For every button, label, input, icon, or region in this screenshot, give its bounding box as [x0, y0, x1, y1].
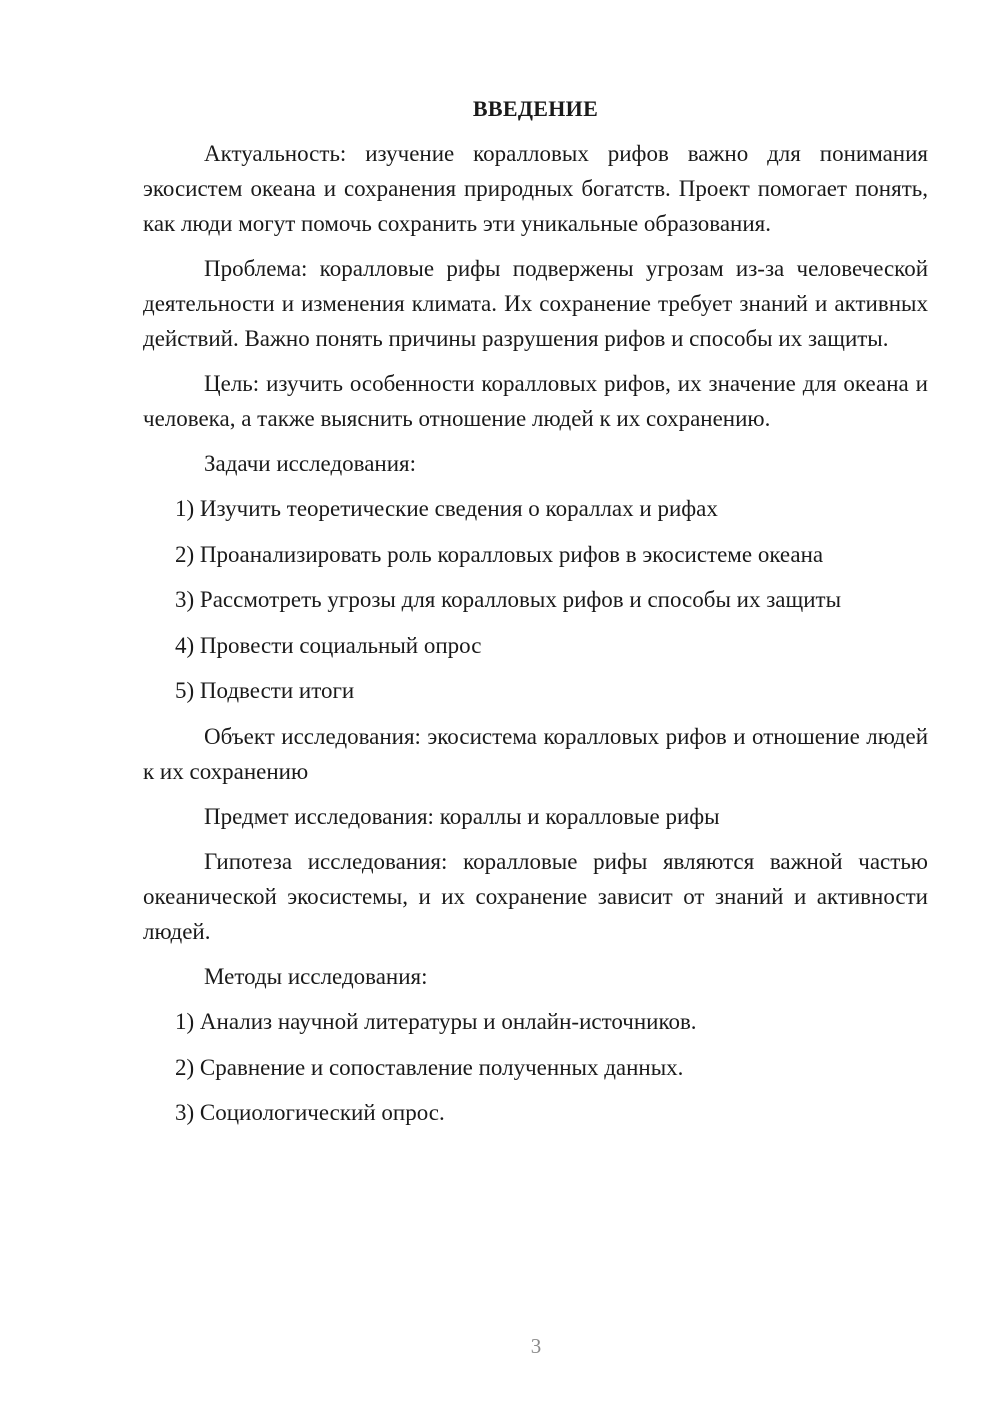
- hypothesis-paragraph: Гипотеза исследования: коралловые рифы являются важной частью океанической экосистемы, и их сохранение зависит от знаний и активности людей.: [143, 849, 928, 944]
- methods-heading: Методы исследования:: [204, 964, 428, 989]
- object-paragraph: Объект исследования: экосистема коралловых рифов и отношение людей к их сохранению: [143, 724, 928, 784]
- list-item: 5) Подвести итоги: [175, 678, 355, 703]
- list-item: 3) Социологический опрос.: [175, 1100, 445, 1125]
- tasks-heading: Задачи исследования:: [204, 451, 417, 476]
- page-number: 3: [530, 1334, 542, 1358]
- subject-paragraph: Предмет исследования: кораллы и коралловые рифы: [204, 804, 720, 829]
- page-title: ВВЕДЕНИЕ: [472, 96, 599, 121]
- problem-paragraph: Проблема: коралловые рифы подвержены угрозам из-за человеческой деятельности и изменения климата. Их сохранение требует знаний и активных действий. Важно понять причины разрушения рифов и способы их защиты.: [143, 256, 928, 351]
- page-content: [143, 91, 928, 1141]
- list-item: 1) Изучить теоретические сведения о кораллах и рифах: [175, 496, 718, 521]
- list-item: 4) Провести социальный опрос: [175, 632, 482, 658]
- goal-paragraph: Цель: изучить особенности коралловых рифов, их значение для океана и человека, а также выяснить отношение людей к их сохранению.: [143, 371, 928, 431]
- list-item: 3) Рассмотреть угрозы для коралловых рифов и способы их защиты: [175, 587, 842, 612]
- list-item: 2) Проанализировать роль коралловых рифов в экосистеме океана: [175, 541, 824, 567]
- relevance-paragraph: Актуальность: изучение коралловых рифов важно для понимания экосистем океана и сохранения природных богатств. Проект помогает понять, как люди могут помочь сохранить эти уникальные образования.: [143, 141, 928, 236]
- list-item: 1) Анализ научной литературы и онлайн-источников.: [175, 1009, 697, 1034]
- list-item: 2) Сравнение и сопоставление полученных данных.: [175, 1054, 684, 1080]
- tasks-list: [143, 491, 928, 708]
- methods-list: [143, 1004, 928, 1130]
